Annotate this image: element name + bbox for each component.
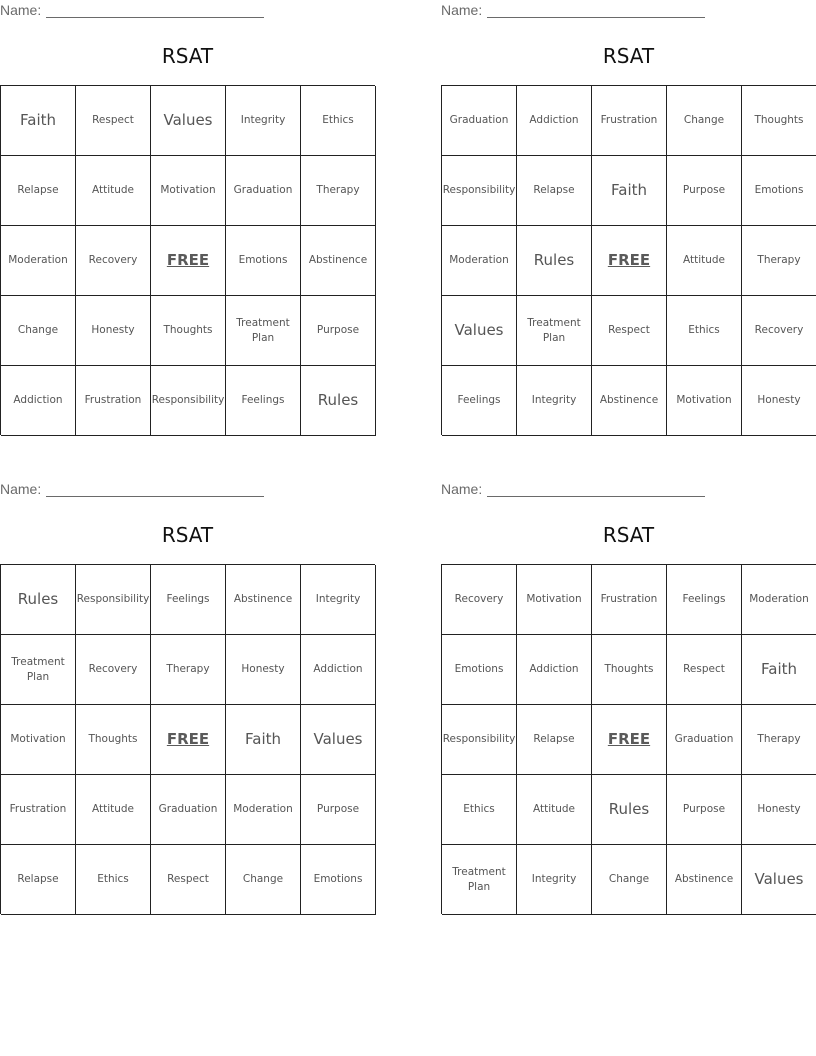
bingo-cell[interactable]: Integrity — [517, 366, 592, 436]
bingo-cell[interactable]: Motivation — [151, 156, 226, 226]
bingo-cell[interactable]: Recovery — [442, 565, 517, 635]
bingo-cell[interactable]: Attitude — [517, 775, 592, 845]
bingo-cell[interactable]: Graduation — [442, 86, 517, 156]
bingo-cell[interactable]: Recovery — [742, 296, 816, 366]
bingo-cell[interactable]: Attitude — [667, 226, 742, 296]
bingo-cell[interactable]: Thoughts — [742, 86, 816, 156]
bingo-cell[interactable]: Addiction — [517, 635, 592, 705]
bingo-grid — [441, 564, 816, 914]
bingo-cell[interactable]: Faith — [742, 635, 816, 705]
bingo-cell[interactable]: Respect — [592, 296, 667, 366]
bingo-cell[interactable]: Faith — [226, 705, 301, 775]
bingo-cell[interactable]: Feelings — [442, 366, 517, 436]
bingo-cell[interactable]: Therapy — [742, 226, 816, 296]
bingo-card-3 — [0, 481, 376, 901]
bingo-cell[interactable]: Motivation — [517, 565, 592, 635]
bingo-cell[interactable]: Responsibility — [442, 156, 517, 226]
bingo-cell[interactable]: Treatment Plan — [442, 845, 517, 915]
bingo-cell[interactable]: Faith — [1, 86, 76, 156]
bingo-cell[interactable]: Responsibility — [442, 705, 517, 775]
bingo-cell[interactable]: Recovery — [76, 635, 151, 705]
bingo-cell[interactable]: Honesty — [226, 635, 301, 705]
bingo-cell[interactable]: Addiction — [1, 366, 76, 436]
bingo-cell[interactable]: Change — [592, 845, 667, 915]
bingo-grid — [441, 85, 816, 435]
bingo-cell[interactable]: Moderation — [742, 565, 816, 635]
bingo-cell[interactable]: Thoughts — [76, 705, 151, 775]
bingo-cell[interactable]: Therapy — [742, 705, 816, 775]
bingo-cell[interactable]: Integrity — [226, 86, 301, 156]
bingo-cell[interactable]: Honesty — [742, 366, 816, 436]
bingo-cell[interactable]: Frustration — [1, 775, 76, 845]
bingo-cell[interactable]: Frustration — [76, 366, 151, 436]
bingo-cell[interactable]: Values — [742, 845, 816, 915]
bingo-cell[interactable]: Ethics — [76, 845, 151, 915]
name-blank-line[interactable] — [487, 2, 705, 18]
bingo-cell[interactable]: Addiction — [301, 635, 376, 705]
bingo-cell[interactable]: Rules — [301, 366, 376, 436]
bingo-cell[interactable]: Rules — [1, 565, 76, 635]
bingo-cell[interactable]: Graduation — [667, 705, 742, 775]
bingo-cell[interactable]: Rules — [517, 226, 592, 296]
bingo-cell[interactable]: Addiction — [517, 86, 592, 156]
bingo-cell[interactable]: Purpose — [301, 775, 376, 845]
bingo-cell[interactable]: Change — [226, 845, 301, 915]
card-title: RSAT — [602, 44, 655, 68]
free-space-cell[interactable]: FREE — [151, 705, 226, 775]
bingo-cell[interactable]: Thoughts — [592, 635, 667, 705]
name-blank-line[interactable] — [46, 2, 264, 18]
bingo-cell[interactable]: Rules — [592, 775, 667, 845]
bingo-cell[interactable]: Relapse — [517, 705, 592, 775]
bingo-cell[interactable]: Treatment Plan — [226, 296, 301, 366]
bingo-cell[interactable]: Respect — [667, 635, 742, 705]
bingo-cell[interactable]: Motivation — [667, 366, 742, 436]
bingo-cell[interactable]: Moderation — [442, 226, 517, 296]
bingo-cell[interactable]: Graduation — [226, 156, 301, 226]
bingo-cell[interactable]: Purpose — [667, 156, 742, 226]
card-title: RSAT — [161, 523, 214, 547]
bingo-cell[interactable]: Emotions — [226, 226, 301, 296]
bingo-cell[interactable]: Treatment Plan — [1, 635, 76, 705]
bingo-cell[interactable]: Honesty — [76, 296, 151, 366]
name-label: Name: — [0, 481, 42, 497]
bingo-card-2 — [441, 2, 816, 422]
bingo-cell[interactable]: Graduation — [151, 775, 226, 845]
name-field[interactable] — [441, 2, 705, 22]
bingo-cell[interactable]: Feelings — [151, 565, 226, 635]
bingo-cell[interactable]: Values — [151, 86, 226, 156]
bingo-cell[interactable]: Feelings — [226, 366, 301, 436]
bingo-card-4 — [441, 481, 816, 901]
bingo-cell[interactable]: Frustration — [592, 86, 667, 156]
bingo-grid — [0, 564, 375, 914]
name-blank-line[interactable] — [487, 481, 705, 497]
name-label: Name: — [441, 481, 483, 497]
bingo-cell[interactable]: Emotions — [442, 635, 517, 705]
bingo-cell[interactable]: Attitude — [76, 775, 151, 845]
bingo-cell[interactable]: Motivation — [1, 705, 76, 775]
bingo-cell[interactable]: Change — [1, 296, 76, 366]
bingo-cell[interactable]: Relapse — [1, 156, 76, 226]
bingo-cell[interactable]: Values — [301, 705, 376, 775]
bingo-cell[interactable]: Respect — [151, 845, 226, 915]
bingo-cell[interactable]: Faith — [592, 156, 667, 226]
bingo-cell[interactable]: Attitude — [76, 156, 151, 226]
bingo-cell[interactable]: Responsibility — [76, 565, 151, 635]
bingo-cell[interactable]: Integrity — [301, 565, 376, 635]
bingo-cell[interactable]: Frustration — [592, 565, 667, 635]
bingo-grid — [0, 85, 375, 435]
bingo-cell[interactable]: Treatment Plan — [517, 296, 592, 366]
bingo-cell[interactable]: Therapy — [301, 156, 376, 226]
bingo-cell[interactable]: Responsibility — [151, 366, 226, 436]
name-blank-line[interactable] — [46, 481, 264, 497]
bingo-cell[interactable]: Feelings — [667, 565, 742, 635]
bingo-cell[interactable]: Relapse — [517, 156, 592, 226]
bingo-cell[interactable]: Abstinence — [226, 565, 301, 635]
name-label: Name: — [0, 2, 42, 18]
free-space-cell[interactable]: FREE — [592, 705, 667, 775]
card-title: RSAT — [161, 44, 214, 68]
bingo-cell[interactable]: Thoughts — [151, 296, 226, 366]
bingo-cell[interactable]: Ethics — [442, 775, 517, 845]
bingo-card-1 — [0, 2, 376, 422]
name-label: Name: — [441, 2, 483, 18]
bingo-cell[interactable]: Abstinence — [592, 366, 667, 436]
free-space-cell[interactable]: FREE — [592, 226, 667, 296]
bingo-cell[interactable]: Values — [442, 296, 517, 366]
bingo-cell[interactable]: Moderation — [1, 226, 76, 296]
bingo-cell[interactable]: Moderation — [226, 775, 301, 845]
name-field[interactable] — [441, 481, 705, 501]
bingo-cell[interactable]: Honesty — [742, 775, 816, 845]
bingo-cell[interactable]: Emotions — [742, 156, 816, 226]
bingo-cell[interactable]: Change — [667, 86, 742, 156]
bingo-cell[interactable]: Integrity — [517, 845, 592, 915]
bingo-cell[interactable]: Abstinence — [301, 226, 376, 296]
bingo-cell[interactable]: Purpose — [301, 296, 376, 366]
bingo-cell[interactable]: Ethics — [301, 86, 376, 156]
bingo-cell[interactable]: Ethics — [667, 296, 742, 366]
free-space-cell[interactable]: FREE — [151, 226, 226, 296]
bingo-cell[interactable]: Abstinence — [667, 845, 742, 915]
bingo-cell[interactable]: Emotions — [301, 845, 376, 915]
bingo-cell[interactable]: Purpose — [667, 775, 742, 845]
bingo-cell[interactable]: Therapy — [151, 635, 226, 705]
bingo-cell[interactable]: Respect — [76, 86, 151, 156]
card-title: RSAT — [602, 523, 655, 547]
bingo-cell[interactable]: Relapse — [1, 845, 76, 915]
name-field[interactable] — [0, 481, 264, 501]
name-field[interactable] — [0, 2, 264, 22]
bingo-cell[interactable]: Recovery — [76, 226, 151, 296]
